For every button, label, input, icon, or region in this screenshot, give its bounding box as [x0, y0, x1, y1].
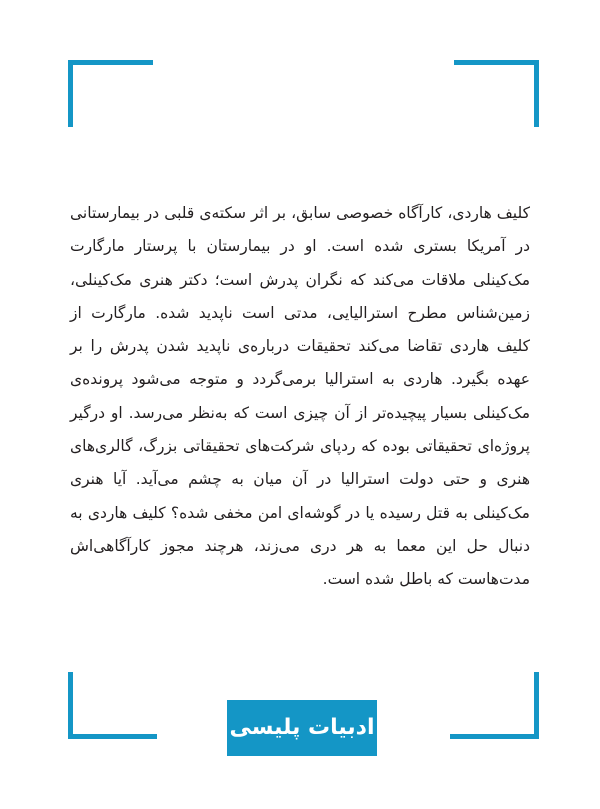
frame-corner-bottom-left [68, 672, 157, 739]
genre-label: ادبیات پلیسی [227, 700, 377, 756]
synopsis-text: کلیف هاردی، کارآگاه خصوصی سابق، بر اثر سکته‌ی قلبی در بیمارستانی در آمریکا بستری شده است. او در بیمارستان با پرستار مارگارت مک‌کینلی ملاقات می‌کند که نگران پدرش است؛ دکتر هنری مک‌کینلی، زمین‌شناس مطرح استرالیایی، مدتی است ناپدید شده. مارگارت از کلیف هاردی تقاضا می‌کند تحقیقات درباره‌ی ناپدید شدن پدرش را بر عهده بگیرد. هاردی به استرالیا برمی‌گردد و متوجه می‌شود پرونده‌ی مک‌کینلی بسیار پیچیده‌تر از آن چیزی است که به‌نظر می‌رسد. او درگیر پروژه‌ای تحقیقاتی بوده که ردپای شرکت‌های تحقیقاتی بزرگ، گالری‌های هنری و حتی دولت استرالیا در آن میان به چشم می‌آید. آیا هنری مک‌کینلی به قتل رسیده یا در گوشه‌ای امن مخفی شده؟ کلیف هاردی به دنبال حل این معما به هر دری می‌زند، هرچند مجوز کارآگاهی‌اش مدت‌هاست که باطل شده است. [70, 204, 530, 589]
frame-corner-top-right [454, 60, 539, 127]
frame-corner-bottom-right [450, 672, 539, 739]
frame-corner-top-left [68, 60, 153, 127]
